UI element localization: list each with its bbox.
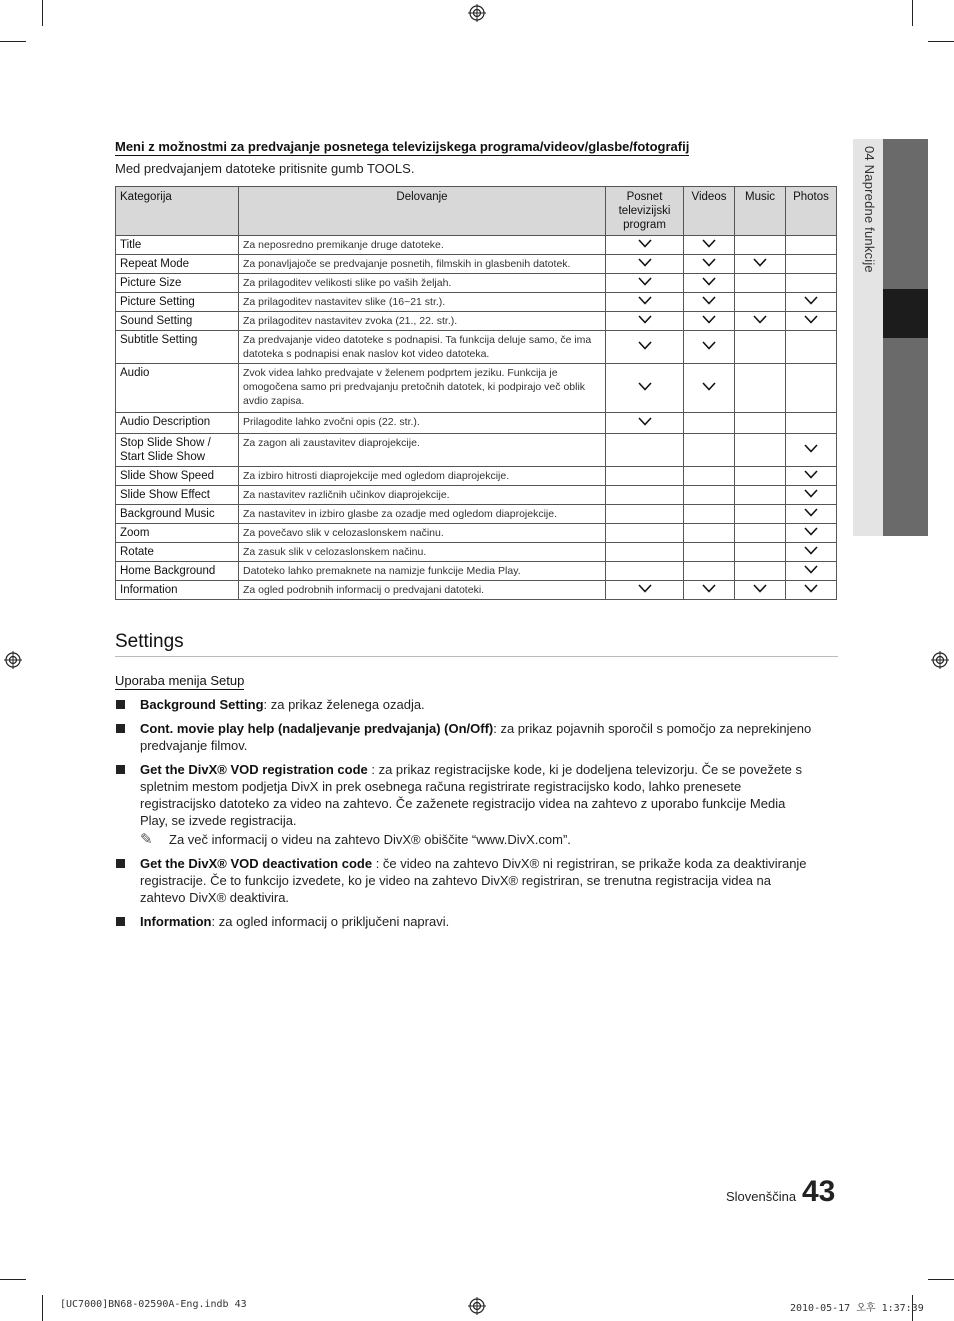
- support-cell-photos: [786, 293, 837, 312]
- table-row: [116, 293, 837, 312]
- header-recorded-tv: Posnet televizijski program: [606, 187, 684, 236]
- row-description: Zvok videa lahko predvajate v želenem podprtem jeziku. Funkcija je omogočena samo pri predvajanju pretočnih datotek, ki podpirajo več oblik avdio zapisa.: [239, 364, 606, 413]
- header-category: Kategorija: [116, 187, 239, 236]
- print-info-file: [UC7000]BN68-02590A-Eng.indb 43: [60, 1299, 247, 1310]
- support-cell-music: [735, 434, 786, 467]
- support-cell-recorded-tv: [606, 274, 684, 293]
- checkmark-icon: [638, 341, 652, 350]
- support-cell-photos: [786, 364, 837, 413]
- row-description: Za nastavitev različnih učinkov diaprojekcije.: [239, 486, 606, 505]
- footer-language: Slovenščina: [726, 1189, 797, 1204]
- bullet-square-icon: [116, 765, 125, 774]
- row-category: Repeat Mode: [116, 255, 239, 274]
- checkmark-icon: [638, 258, 652, 267]
- support-cell-recorded-tv: [606, 312, 684, 331]
- list-item-term: Cont. movie play help (nadaljevanje predvajanja) (On/Off): [140, 721, 494, 736]
- crop-mark: [928, 41, 954, 42]
- support-cell-music: [735, 543, 786, 562]
- checkmark-icon: [702, 277, 716, 286]
- table-body: [116, 236, 837, 600]
- support-cell-videos: [684, 467, 735, 486]
- chapter-tab-active-marker: [883, 289, 928, 338]
- note: [115, 831, 815, 848]
- checkmark-icon: [638, 584, 652, 593]
- row-category: Subtitle Setting: [116, 331, 239, 364]
- support-cell-music: [735, 486, 786, 505]
- table-row: [116, 486, 837, 505]
- table-row: [116, 413, 837, 434]
- section-heading: Meni z možnostmi za predvajanje posnetega televizijskega programa/videov/glasbe/fotografij: [115, 139, 690, 154]
- support-cell-photos: [786, 524, 837, 543]
- table-row: [116, 312, 837, 331]
- list-item-text: : za prikaz registracijske kode, ki je dodeljena televizorju. Če se povežete s spletnim mestom podjetja DivX in prek osebnega računa registrirate registracijsko kodo, lahko prenesete registracijsko datoteko za video na zahtevo. Če zaženete registracijo videa na zahtevo z uporabo funkcije Media Play, se izvede registracija.: [140, 762, 803, 828]
- list-item: [115, 913, 815, 930]
- row-description: Za nastavitev in izbiro glasbe za ozadje med ogledom diaprojekcije.: [239, 505, 606, 524]
- page-number: 43: [802, 1175, 836, 1208]
- list-item-text: : za ogled informacij o priključeni napravi.: [211, 914, 450, 929]
- registration-mark-icon: [4, 651, 22, 669]
- row-category: Information: [116, 581, 239, 600]
- support-cell-music: [735, 581, 786, 600]
- table-row: [116, 543, 837, 562]
- support-cell-music: [735, 524, 786, 543]
- checkmark-icon: [638, 296, 652, 305]
- row-description: Za izbiro hitrosti diaprojekcije med ogledom diaprojekcije.: [239, 467, 606, 486]
- table-row: [116, 331, 837, 364]
- support-cell-videos: [684, 434, 735, 467]
- support-cell-recorded-tv: [606, 255, 684, 274]
- support-cell-music: [735, 293, 786, 312]
- crop-mark: [0, 41, 26, 42]
- row-category: Audio Description: [116, 413, 239, 434]
- crop-mark: [912, 0, 913, 26]
- support-cell-photos: [786, 274, 837, 293]
- support-cell-photos: [786, 562, 837, 581]
- intro-text: [115, 161, 414, 176]
- list-item-term: Information: [140, 914, 212, 929]
- registration-mark-icon: [931, 651, 949, 669]
- row-category: Title: [116, 236, 239, 255]
- settings-subheading: Uporaba menija Setup: [115, 673, 245, 688]
- note-text: Za več informacij o videu na zahtevo DivX® obiščite “www.DivX.com”.: [169, 832, 571, 847]
- header-action: Delovanje: [239, 187, 606, 236]
- support-cell-music: [735, 331, 786, 364]
- row-description: Za povečavo slik v celozaslonskem načinu.: [239, 524, 606, 543]
- table-row: [116, 581, 837, 600]
- support-cell-videos: [684, 331, 735, 364]
- list-item-text: : za prikaz pojavnih sporočil s pomočjo za neprekinjeno predvajanje filmov.: [140, 721, 812, 753]
- row-description: Za zagon ali zaustavitev diaprojekcije.: [239, 434, 606, 467]
- list-item-term: Background Setting: [140, 697, 264, 712]
- checkmark-icon: [753, 584, 767, 593]
- checkmark-icon: [753, 258, 767, 267]
- row-category: Slide Show Effect: [116, 486, 239, 505]
- registration-mark-icon: [468, 4, 486, 22]
- bullet-square-icon: [116, 700, 125, 709]
- row-category: Picture Setting: [116, 293, 239, 312]
- row-description: Za prilagoditev nastavitev slike (16~21 str.).: [239, 293, 606, 312]
- support-cell-videos: [684, 255, 735, 274]
- table-header-row: [116, 187, 837, 236]
- row-description: Za ponavljajoče se predvajanje posnetih, filmskih in glasbenih datotek.: [239, 255, 606, 274]
- support-cell-recorded-tv: [606, 467, 684, 486]
- list-item: [115, 720, 815, 754]
- crop-mark: [42, 1295, 43, 1321]
- table-row: [116, 434, 837, 467]
- checkmark-icon: [702, 382, 716, 391]
- support-cell-videos: [684, 274, 735, 293]
- support-cell-music: [735, 236, 786, 255]
- list-item-term: Get the DivX® VOD registration code: [140, 762, 368, 777]
- header-music: Music: [735, 187, 786, 236]
- crop-mark: [42, 0, 43, 26]
- row-category: Audio: [116, 364, 239, 413]
- table-row: [116, 505, 837, 524]
- row-category: Zoom: [116, 524, 239, 543]
- support-cell-recorded-tv: [606, 505, 684, 524]
- support-cell-photos: [786, 467, 837, 486]
- checkmark-icon: [702, 341, 716, 350]
- support-cell-music: [735, 255, 786, 274]
- support-cell-photos: [786, 331, 837, 364]
- table-row: [116, 364, 837, 413]
- table-row: [116, 255, 837, 274]
- checkmark-icon: [804, 315, 818, 324]
- support-cell-recorded-tv: [606, 331, 684, 364]
- support-cell-photos: [786, 413, 837, 434]
- checkmark-icon: [638, 315, 652, 324]
- support-cell-videos: [684, 293, 735, 312]
- support-cell-music: [735, 312, 786, 331]
- crop-mark: [928, 1279, 954, 1280]
- checkmark-icon: [638, 277, 652, 286]
- header-videos: Videos: [684, 187, 735, 236]
- support-cell-music: [735, 467, 786, 486]
- checkmark-icon: [804, 444, 818, 453]
- row-description: Za neposredno premikanje druge datoteke.: [239, 236, 606, 255]
- checkmark-icon: [702, 296, 716, 305]
- support-cell-videos: [684, 524, 735, 543]
- support-cell-videos: [684, 562, 735, 581]
- support-cell-photos: [786, 434, 837, 467]
- support-cell-videos: [684, 581, 735, 600]
- support-cell-videos: [684, 364, 735, 413]
- support-cell-recorded-tv: [606, 293, 684, 312]
- row-category: Background Music: [116, 505, 239, 524]
- checkmark-icon: [804, 508, 818, 517]
- checkmark-icon: [804, 584, 818, 593]
- intro-text-start: Med predvajanjem datoteke pritisnite gumb: [115, 161, 367, 176]
- support-cell-videos: [684, 236, 735, 255]
- checkmark-icon: [702, 258, 716, 267]
- support-cell-recorded-tv: [606, 236, 684, 255]
- support-cell-photos: [786, 543, 837, 562]
- crop-mark: [0, 1279, 26, 1280]
- checkmark-icon: [638, 239, 652, 248]
- support-cell-recorded-tv: [606, 413, 684, 434]
- row-category: Slide Show Speed: [116, 467, 239, 486]
- row-category: Home Background: [116, 562, 239, 581]
- row-description: Za prilagoditev nastavitev zvoka (21., 22. str.).: [239, 312, 606, 331]
- row-description: Za zasuk slik v celozaslonskem načinu.: [239, 543, 606, 562]
- support-cell-videos: [684, 486, 735, 505]
- table-row: [116, 274, 837, 293]
- print-info-date: 2010-05-17 오후 1:37:39: [790, 1303, 924, 1314]
- support-cell-photos: [786, 236, 837, 255]
- support-cell-recorded-tv: [606, 543, 684, 562]
- checkmark-icon: [702, 584, 716, 593]
- support-cell-recorded-tv: [606, 524, 684, 543]
- checkmark-icon: [638, 417, 652, 426]
- list-item: [115, 761, 815, 848]
- header-photos: Photos: [786, 187, 837, 236]
- row-description: Za ogled podrobnih informacij o predvajani datoteki.: [239, 581, 606, 600]
- table-row: [116, 236, 837, 255]
- table-row: [116, 562, 837, 581]
- support-cell-videos: [684, 505, 735, 524]
- chapter-tab-label: 04 Napredne funkcije: [862, 146, 877, 273]
- bullet-square-icon: [116, 859, 125, 868]
- support-cell-videos: [684, 543, 735, 562]
- checkmark-icon: [804, 565, 818, 574]
- support-cell-photos: [786, 505, 837, 524]
- row-category: Stop Slide Show / Start Slide Show: [116, 434, 239, 467]
- list-item: [115, 696, 815, 713]
- row-category: Rotate: [116, 543, 239, 562]
- table-row: [116, 467, 837, 486]
- support-cell-recorded-tv: [606, 581, 684, 600]
- tools-button-label: TOOLS: [366, 161, 411, 176]
- checkmark-icon: [638, 382, 652, 391]
- support-cell-photos: [786, 312, 837, 331]
- row-category: Picture Size: [116, 274, 239, 293]
- row-description: Datoteko lahko premaknete na namizje funkcije Media Play.: [239, 562, 606, 581]
- support-cell-photos: [786, 255, 837, 274]
- support-cell-music: [735, 274, 786, 293]
- settings-title: Settings: [115, 631, 838, 657]
- support-cell-recorded-tv: [606, 486, 684, 505]
- support-cell-photos: [786, 486, 837, 505]
- checkmark-icon: [804, 470, 818, 479]
- intro-text-end: .: [410, 161, 415, 176]
- pencil-note-icon: ✎: [140, 831, 153, 848]
- checkmark-icon: [702, 239, 716, 248]
- list-item-text: : za prikaz želenega ozadja.: [263, 697, 425, 712]
- checkmark-icon: [804, 546, 818, 555]
- support-cell-videos: [684, 413, 735, 434]
- row-category: Sound Setting: [116, 312, 239, 331]
- table-row: [116, 524, 837, 543]
- checkmark-icon: [804, 489, 818, 498]
- list-item: [115, 855, 815, 906]
- bullet-square-icon: [116, 724, 125, 733]
- support-cell-photos: [786, 581, 837, 600]
- row-description: Prilagodite lahko zvočni opis (22. str.).: [239, 413, 606, 434]
- support-cell-videos: [684, 312, 735, 331]
- checkmark-icon: [702, 315, 716, 324]
- list-item-term: Get the DivX® VOD deactivation code: [140, 856, 373, 871]
- support-cell-recorded-tv: [606, 434, 684, 467]
- checkmark-icon: [804, 527, 818, 536]
- support-cell-recorded-tv: [606, 562, 684, 581]
- support-cell-music: [735, 505, 786, 524]
- list-item-text: : če video na zahtevo DivX® ni registriran, se prikaže koda za deaktiviranje registracije. Če to funkcijo izvedete, ko je video na zahtevo DivX® registriran, se trenutna registracija videa na zahtevo DivX® deaktivira.: [140, 856, 807, 905]
- support-cell-music: [735, 364, 786, 413]
- registration-mark-icon: [468, 1297, 486, 1315]
- row-description: Za prilagoditev velikosti slike po vaših željah.: [239, 274, 606, 293]
- options-table: [115, 186, 837, 600]
- support-cell-music: [735, 413, 786, 434]
- support-cell-recorded-tv: [606, 364, 684, 413]
- checkmark-icon: [804, 296, 818, 305]
- checkmark-icon: [753, 315, 767, 324]
- support-cell-music: [735, 562, 786, 581]
- bullet-square-icon: [116, 917, 125, 926]
- settings-list: [115, 696, 815, 937]
- row-description: Za predvajanje video datoteke s podnapisi. Ta funkcija deluje samo, če ima datoteka s podnapisi enak naslov kot video datoteka.: [239, 331, 606, 364]
